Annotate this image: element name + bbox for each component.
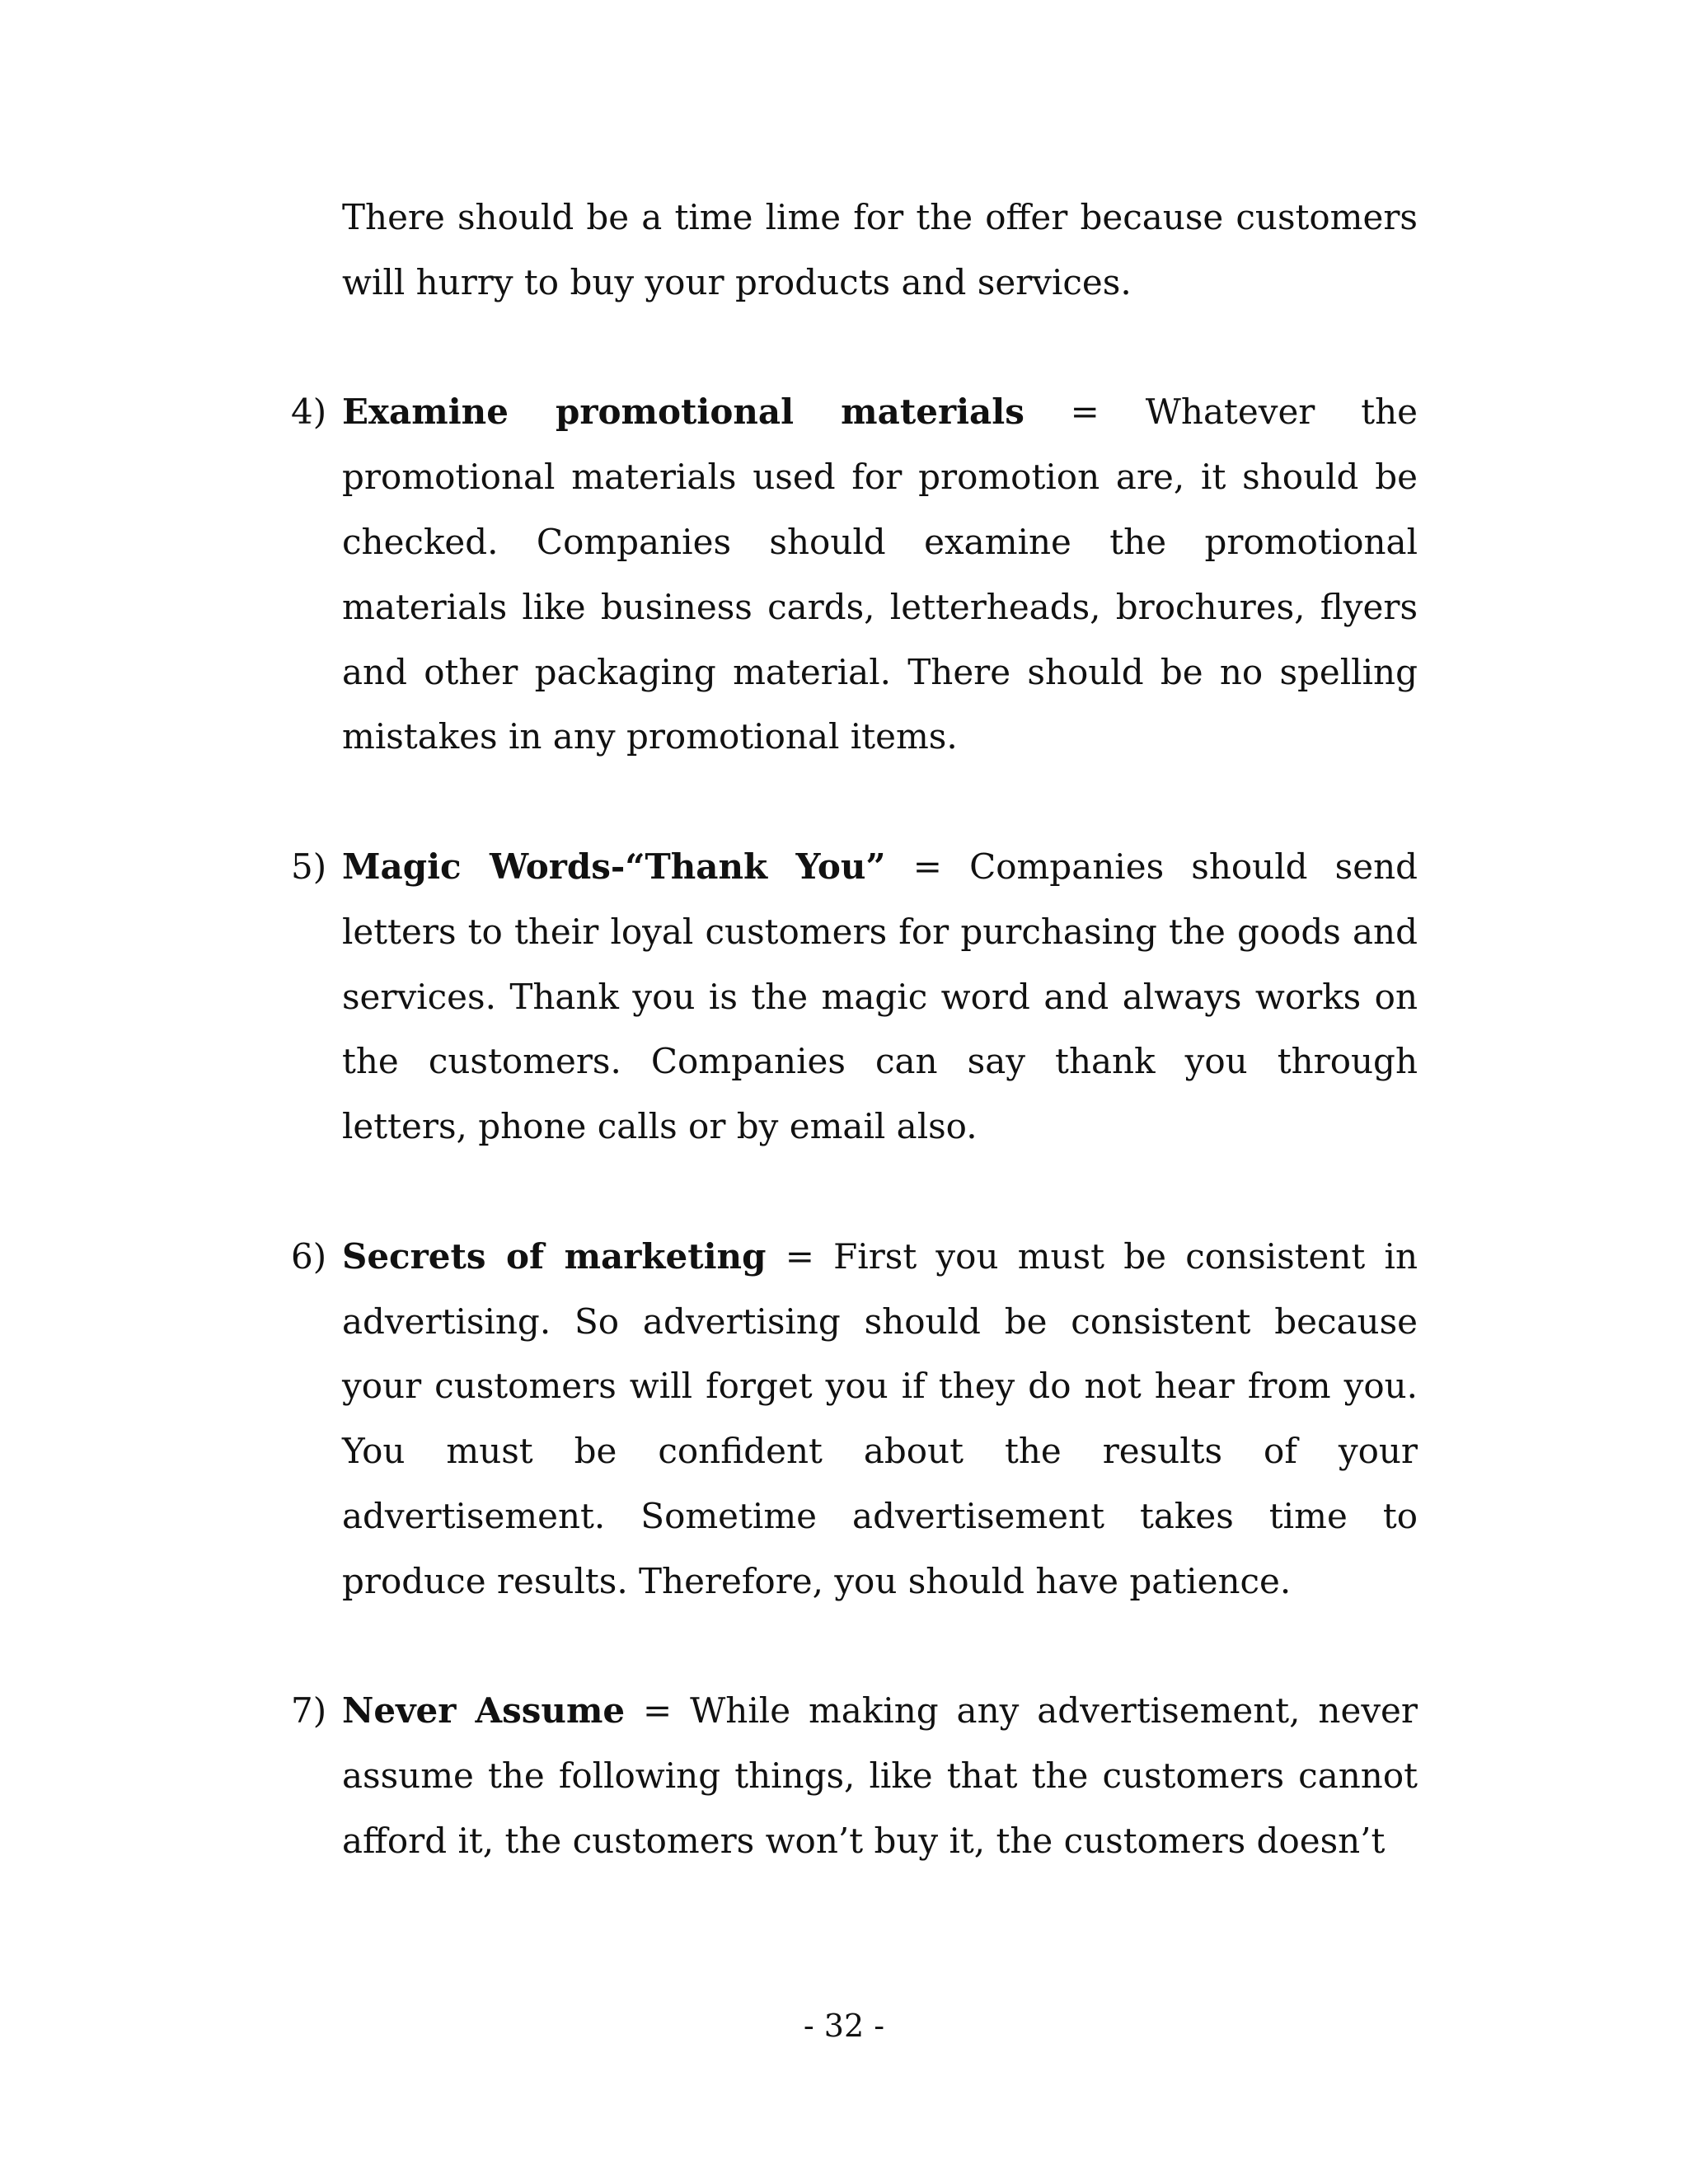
intro-paragraph: There should be a time lime for the offer because customers will hurry to buy your products and services. (342, 197, 1418, 302)
list-number: 5) (291, 846, 327, 887)
list-item-title: Magic Words-“Thank You” (342, 846, 886, 887)
list-item-separator: = (766, 1235, 834, 1277)
list-item-text (342, 835, 1418, 1160)
page-content (291, 185, 1418, 1874)
list-item-5 (291, 835, 1418, 1160)
list-item-separator: = (625, 1690, 691, 1732)
list-number: 7) (291, 1690, 327, 1732)
list-item-body: Whatever the promotional materials used for promotion are, it should be checked. Companies should examine the promotional materials like business cards, letterheads, brochures, flyers and other packaging material. There should be no spelling mistakes in any promotional items. (342, 391, 1418, 757)
list-item-6 (291, 1225, 1418, 1615)
list-item-text (342, 380, 1418, 770)
list-item-body: While making any advertisement, never assume the following things, like that the customers cannot afford it, the customers won’t buy it, the customers doesn’t (342, 1690, 1418, 1861)
list-item-separator: = (1024, 391, 1146, 433)
list-number: 4) (291, 391, 327, 433)
page-number: - 32 - (803, 2008, 885, 2044)
list-item-separator: = (885, 846, 970, 887)
list-item-title: Examine promotional materials (342, 391, 1025, 433)
list-item-text (342, 1679, 1418, 1873)
list-item-body: Companies should send letters to their loyal customers for purchasing the goods and services. Thank you is the magic word and always works on the customers. Companies can say thank you through letters, phone calls or by email also. (342, 846, 1418, 1147)
list-item-4 (291, 380, 1418, 770)
list-item-7 (291, 1679, 1418, 1873)
list-item-title: Never Assume (342, 1690, 626, 1732)
list-number: 6) (291, 1235, 327, 1277)
list-item-body: First you must be consistent in advertising. So advertising should be consistent because your customers will forget you if they do not hear from you. You must be confident about the results of your advertisement. Sometime advertisement takes time to produce results. Therefore, you should have patience. (342, 1235, 1418, 1601)
list-item-title: Secrets of marketing (342, 1235, 767, 1277)
list-item-text (342, 1225, 1418, 1615)
